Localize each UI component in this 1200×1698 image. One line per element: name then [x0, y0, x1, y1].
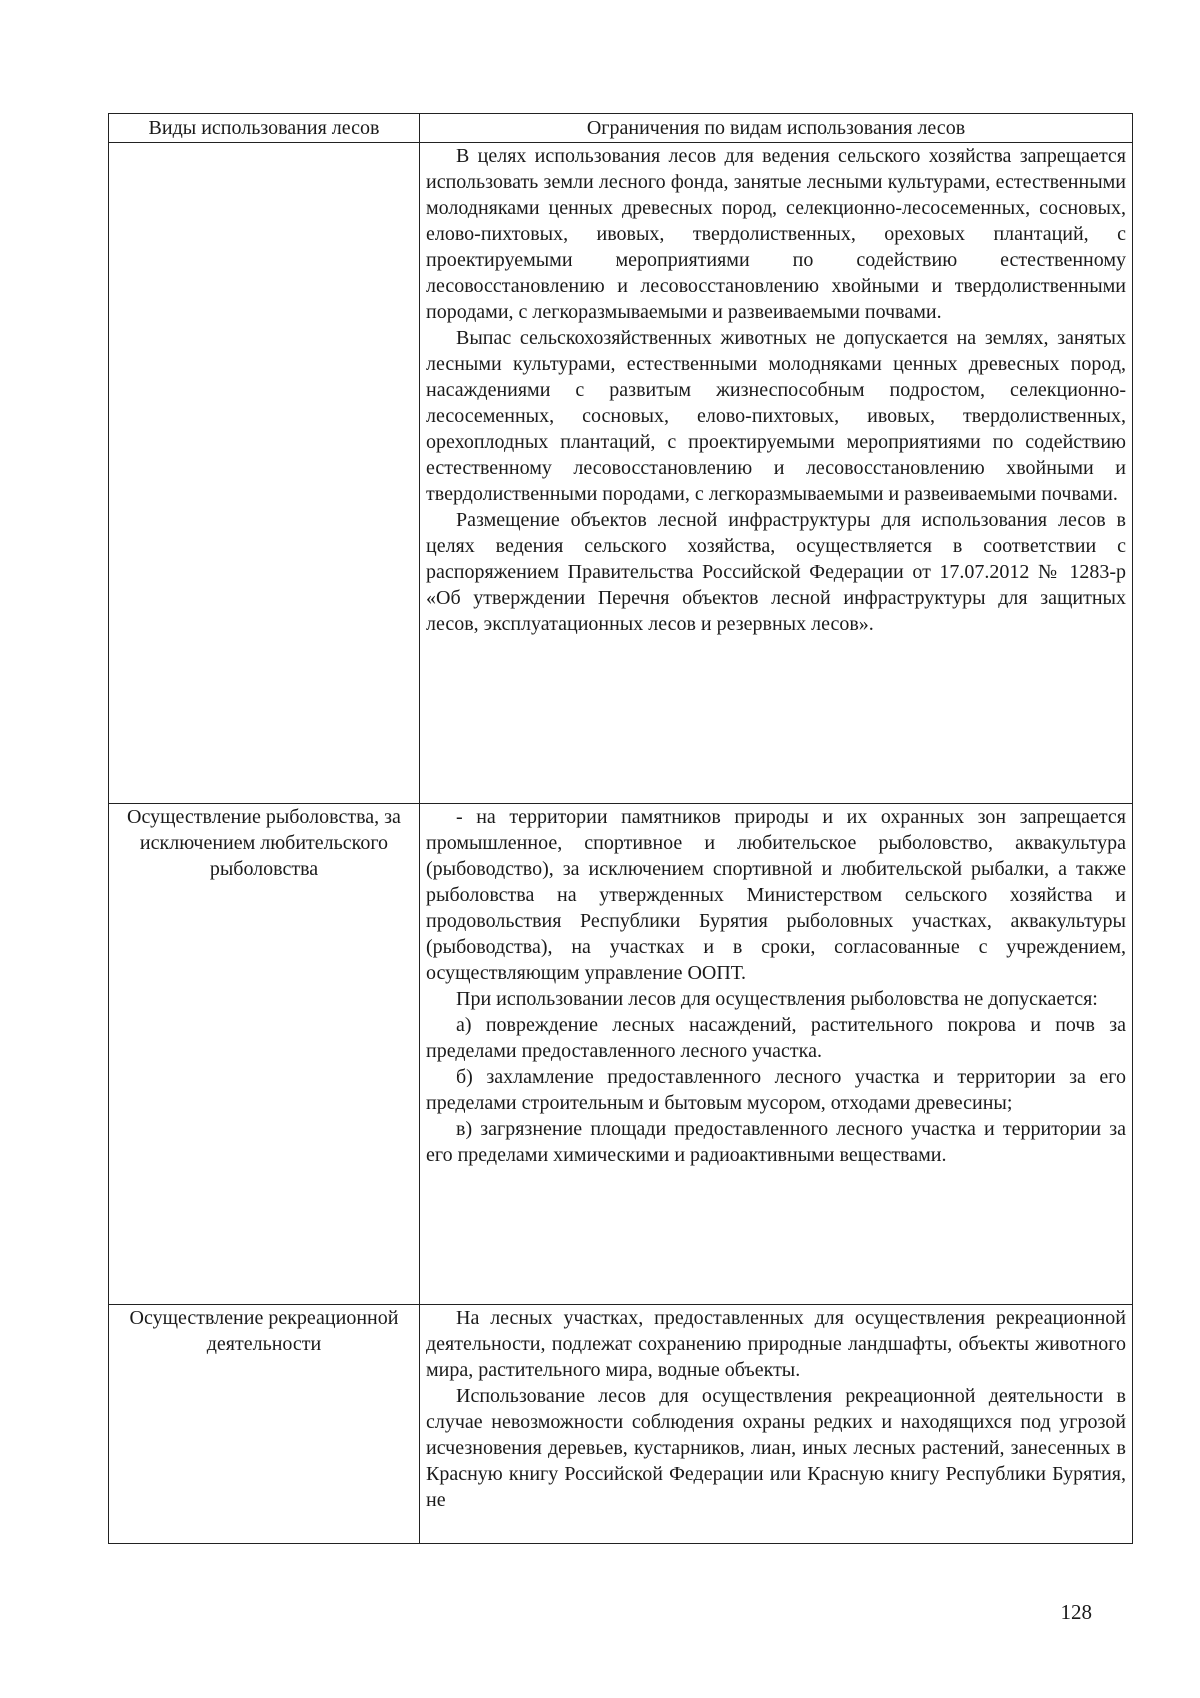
restrictions-cell [420, 143, 1133, 804]
restrictions-cell [420, 1305, 1133, 1544]
restriction-paragraph: При использовании лесов для осуществления рыболовства не допускается: [456, 988, 1098, 1010]
table-row [109, 1305, 1133, 1544]
use-type-cell [109, 143, 420, 804]
use-type-cell: Осуществление рыболовства, за исключением любительского рыболовства [109, 804, 420, 1305]
table-row [109, 143, 1133, 804]
restriction-paragraph: Размещение объектов лесной инфраструктуры для использования лесов в целях ведения сельского хозяйства, осуществляется в соответствии с распоряжением Правительства Российской Федерации от 17.07.2012 № 1283-р «Об утверждении Перечня объектов лесной инфраструктуры для защитных лесов, эксплуатационных лесов и резервных лесов». [426, 509, 1126, 635]
restriction-list-item: а) повреждение лесных насаждений, растительного покрова и почв за пределами предоставленного лесного участка. [426, 1014, 1126, 1062]
restriction-paragraph: Использование лесов для осуществления рекреационной деятельности в случае невозможности соблюдения охраны редких и находящихся под угрозой исчезновения деревьев, кустарников, лиан, иных лесных растений, занесенных в Красную книгу Российской Федерации или Красную книгу Республики Бурятия, не [426, 1385, 1126, 1511]
forest-use-restrictions-table [108, 113, 1133, 1544]
page-number: 128 [1060, 1600, 1092, 1624]
restriction-paragraph: - на территории памятников природы и их охранных зон запрещается промышленное, спортивное и любительское рыболовство, аквакультура (рыбоводство), за исключением спортивной и любительской рыбалки, а также рыболовства на утвержденных Министерством сельского хозяйства и продовольствия Республики Бурятия рыболовных участках, аквакультуры (рыбоводства), на участках и в сроки, согласованные с учреждением, осуществляющим управление ООПТ. [426, 806, 1126, 984]
restriction-paragraph: На лесных участках, предоставленных для осуществления рекреационной деятельности, подлежат сохранению природные ландшафты, объекты животного мира, растительного мира, водные объекты. [426, 1307, 1126, 1381]
restriction-list-item: в) загрязнение площади предоставленного лесного участка и территории за его пределами химическими и радиоактивными веществами. [426, 1118, 1126, 1166]
restriction-paragraph: Выпас сельскохозяйственных животных не допускается на землях, занятых лесными культурами, естественными молодняками ценных древесных пород, насаждениями с развитым жизнеспособным подростом, селекционно-лесосеменных, сосновых, елово-пихтовых, ивовых, твердолиственных, орехоплодных плантаций, с проектируемыми мероприятиями по содействию естественному лесовосстановлению и лесовосстановлению хвойными и твердолиственными породами, с легкоразмываемыми и развеиваемыми почвами. [426, 327, 1126, 505]
restriction-paragraph: В целях использования лесов для ведения сельского хозяйства запрещается использовать земли лесного фонда, занятые лесными культурами, естественными молодняками ценных древесных пород, селекционно-лесосеменных, сосновых, елово-пихтовых, ивовых, твердолиственных, ореховых плантаций, с проектируемыми мероприятиями по содействию естественному лесовосстановлению и лесовосстановлению хвойными и твердолиственными породами, с легкоразмываемыми и развеиваемыми почвами. [426, 145, 1126, 323]
table-header-row [109, 114, 1133, 143]
table-row [109, 804, 1133, 1305]
restrictions-cell [420, 804, 1133, 1305]
restriction-list-item: б) захламление предоставленного лесного участка и территории за его пределами строительным и бытовым мусором, отходами древесины; [426, 1066, 1126, 1114]
header-use-restrictions: Ограничения по видам использования лесов [420, 114, 1133, 143]
use-type-cell: Осуществление рекреационной деятельности [109, 1305, 420, 1544]
header-forest-use-types: Виды использования лесов [109, 114, 420, 143]
